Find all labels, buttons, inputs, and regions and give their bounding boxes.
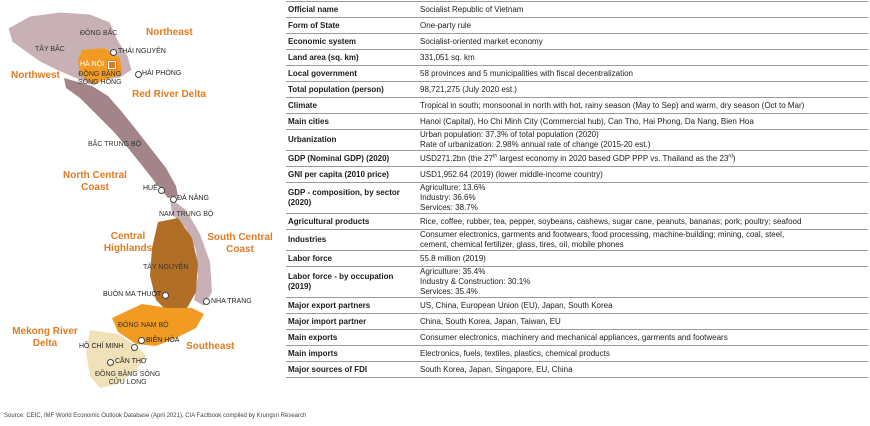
fact-row xyxy=(286,230,868,251)
fact-key: Major export partners xyxy=(286,298,416,314)
city-dot-hue xyxy=(158,187,165,194)
city-dot-da-nang xyxy=(170,196,177,203)
fact-key: GNI per capita (2010 price) xyxy=(286,167,416,183)
fact-row xyxy=(286,362,868,378)
fact-row xyxy=(286,130,868,151)
fact-key: Major import partner xyxy=(286,314,416,330)
fact-row xyxy=(286,34,868,50)
province-nam-trung-bo: NAM TRUNG BỘ xyxy=(159,211,214,218)
region-label-northeast: Northeast xyxy=(146,27,193,38)
fact-key: Industries xyxy=(286,230,416,251)
fact-row xyxy=(286,114,868,130)
fact-value: 55.8 million (2019) xyxy=(416,251,868,267)
capital-marker-ha-noi xyxy=(108,61,116,69)
fact-value: China, South Korea, Japan, Taiwan, EU xyxy=(416,314,868,330)
fact-value: US, China, European Union (EU), Japan, South Korea xyxy=(416,298,868,314)
fact-row xyxy=(286,314,868,330)
fact-value: Socialist-oriented market economy xyxy=(416,34,868,50)
fact-key: Main cities xyxy=(286,114,416,130)
city-dot-ho-chi-minh xyxy=(131,344,138,351)
fact-row xyxy=(286,2,868,18)
fact-value-line: Agriculture: 13.6% xyxy=(420,183,486,192)
city-dot-hai-phong xyxy=(135,71,142,78)
fact-key: Agricultural products xyxy=(286,214,416,230)
fact-value xyxy=(416,183,868,214)
fact-value: Socialist Republic of Vietnam xyxy=(416,2,868,18)
fact-value-line: cement, chemical fertilizer, glass, tires, oil, mobile phones xyxy=(420,240,624,249)
city-dot-nha-trang xyxy=(203,298,210,305)
fact-row xyxy=(286,214,868,230)
fact-key: Main exports xyxy=(286,330,416,346)
fact-value-line: Urban population: 37.3% of total population (2020) xyxy=(420,130,599,139)
province-dong-nam-bo: ĐÔNG NAM BỘ xyxy=(118,322,169,329)
fact-row xyxy=(286,298,868,314)
city-label-hai-phong: HẢI PHÒNG xyxy=(142,70,182,77)
city-dot-bien-hoa xyxy=(138,337,145,344)
gdp-text-part: ) xyxy=(732,153,736,163)
fact-key: Climate xyxy=(286,98,416,114)
province-bac-trung-bo: BẮC TRUNG BỘ xyxy=(88,141,142,148)
fact-row xyxy=(286,183,868,214)
region-label-mekong-river-delta: Mekong River Delta xyxy=(12,326,78,349)
fact-value-line: Services: 35.4% xyxy=(420,287,478,296)
city-label-hue: HUẾ xyxy=(143,185,158,192)
fact-key: Total population (person) xyxy=(286,82,416,98)
fact-value: Hanoi (Capital), Ho Chi Minh City (Commercial hub), Can Tho, Hai Phong, Da Nang, Bien Hoa xyxy=(416,114,868,130)
fact-key: Form of State xyxy=(286,18,416,34)
vietnam-region-map xyxy=(0,0,282,400)
fact-row xyxy=(286,98,868,114)
fact-row xyxy=(286,267,868,298)
fact-row xyxy=(286,82,868,98)
fact-key: Economic system xyxy=(286,34,416,50)
fact-value xyxy=(416,151,868,167)
fact-key: Main imports xyxy=(286,346,416,362)
province-tay-nguyen: TÂY NGUYÊN xyxy=(143,264,189,271)
city-label-buon-ma-thuot: BUÔN MA THUỘT xyxy=(103,291,162,298)
region-label-north-central-coast: North Central Coast xyxy=(63,170,127,193)
city-dot-thai-nguyen xyxy=(110,49,117,56)
city-label-thai-nguyen: THÁI NGUYÊN xyxy=(118,48,166,55)
fact-value: 58 provinces and 5 municipalities with fiscal decentralization xyxy=(416,66,868,82)
fact-value-line: Consumer electronics, garments and footwears, food processing, machine-building; mining, coal, steel, xyxy=(420,230,785,239)
fact-value: One-party rule xyxy=(416,18,868,34)
fact-value-line: Agriculture: 35.4% xyxy=(420,267,486,276)
fact-key: GDP (Nominal GDP) (2020) xyxy=(286,151,416,167)
region-label-northwest: Northwest xyxy=(11,70,60,81)
region-label-south-central-coast: South Central Coast xyxy=(207,232,273,255)
province-dong-bang-song-hong: ĐỒNG BẰNG SÔNG HỒNG xyxy=(78,71,122,86)
fact-value-line: Rate of urbanization: 2.98% annual rate of change (2015-20 est.) xyxy=(420,140,651,149)
fact-key: Official name xyxy=(286,2,416,18)
city-label-nha-trang: NHA TRANG xyxy=(211,298,252,305)
city-label-bien-hoa: BIÊN HÒA xyxy=(146,337,180,344)
fact-value: Electronics, fuels, textiles, plastics, chemical products xyxy=(416,346,868,362)
fact-row xyxy=(286,66,868,82)
gdp-text-part: th xyxy=(492,152,498,159)
gdp-text-part: largest economy in 2020 based GDP PPP vs. Thailand as the 23 xyxy=(497,153,729,163)
fact-value: South Korea, Japan, Singapore, EU, China xyxy=(416,362,868,378)
city-label-ha-noi: HÀ NỘI xyxy=(80,61,105,68)
city-label-ho-chi-minh: HỒ CHÍ MINH xyxy=(79,343,124,350)
country-facts-table xyxy=(286,1,868,378)
province-tay-bac: TÂY BẮC xyxy=(35,46,65,53)
province-dong-bang-song-cuu-long: ĐỒNG BẰNG SÔNG CỬU LONG xyxy=(95,371,161,386)
fact-row xyxy=(286,151,868,167)
source-note: Source: CEIC, IMF World Economic Outlook Database (April 2021), CIA Factbook compiled by Krungsri Research xyxy=(4,413,307,419)
fact-key: Urbanization xyxy=(286,130,416,151)
fact-key: Major sources of FDI xyxy=(286,362,416,378)
fact-value: 331,051 sq. km xyxy=(416,50,868,66)
fact-value: 98,721,275 (July 2020 est.) xyxy=(416,82,868,98)
fact-value xyxy=(416,130,868,151)
city-dot-can-tho xyxy=(107,359,114,366)
fact-value-line: Industry & Construction: 30.1% xyxy=(420,277,531,286)
fact-row xyxy=(286,18,868,34)
gdp-text-part: USD271.2bn (the 27 xyxy=(420,153,493,163)
fact-row xyxy=(286,167,868,183)
fact-value: Tropical in south; monsoonal in north with hot, rainy season (May to Sep) and warm, dry season (Oct to Mar) xyxy=(416,98,868,114)
province-dong-bac: ĐÔNG BẮC xyxy=(80,30,118,37)
fact-value: Rice, coffee, rubber, tea, pepper, soybeans, cashews, sugar cane, peanuts, bananas; pork; poultry; seafood xyxy=(416,214,868,230)
fact-row xyxy=(286,251,868,267)
fact-value xyxy=(416,267,868,298)
fact-value-line: Industry: 36.6% xyxy=(420,193,476,202)
fact-key: Land area (sq. km) xyxy=(286,50,416,66)
fact-key: Local government xyxy=(286,66,416,82)
fact-value: Consumer electronics, machinery and mechanical appliances, garments and footwears xyxy=(416,330,868,346)
fact-row xyxy=(286,50,868,66)
fact-row xyxy=(286,330,868,346)
fact-value: USD1,952.64 (2019) (lower middle-income country) xyxy=(416,167,868,183)
fact-value xyxy=(416,230,868,251)
city-label-can-tho: CẦN THƠ xyxy=(115,358,147,365)
fact-key: Labor force - by occupation (2019) xyxy=(286,267,416,298)
region-label-red-river-delta: Red River Delta xyxy=(132,89,206,100)
gdp-text-part: rd xyxy=(728,152,733,159)
region-label-southeast: Southeast xyxy=(186,341,235,352)
city-dot-buon-ma-thuot xyxy=(162,292,169,299)
city-label-da-nang: ĐÀ NẴNG xyxy=(177,195,209,202)
fact-row xyxy=(286,346,868,362)
region-label-central-highlands: Central Highlands xyxy=(103,231,153,254)
fact-value-line: Services: 38.7% xyxy=(420,203,478,212)
fact-key: Labor force xyxy=(286,251,416,267)
fact-key: GDP - composition, by sector (2020) xyxy=(286,183,416,214)
